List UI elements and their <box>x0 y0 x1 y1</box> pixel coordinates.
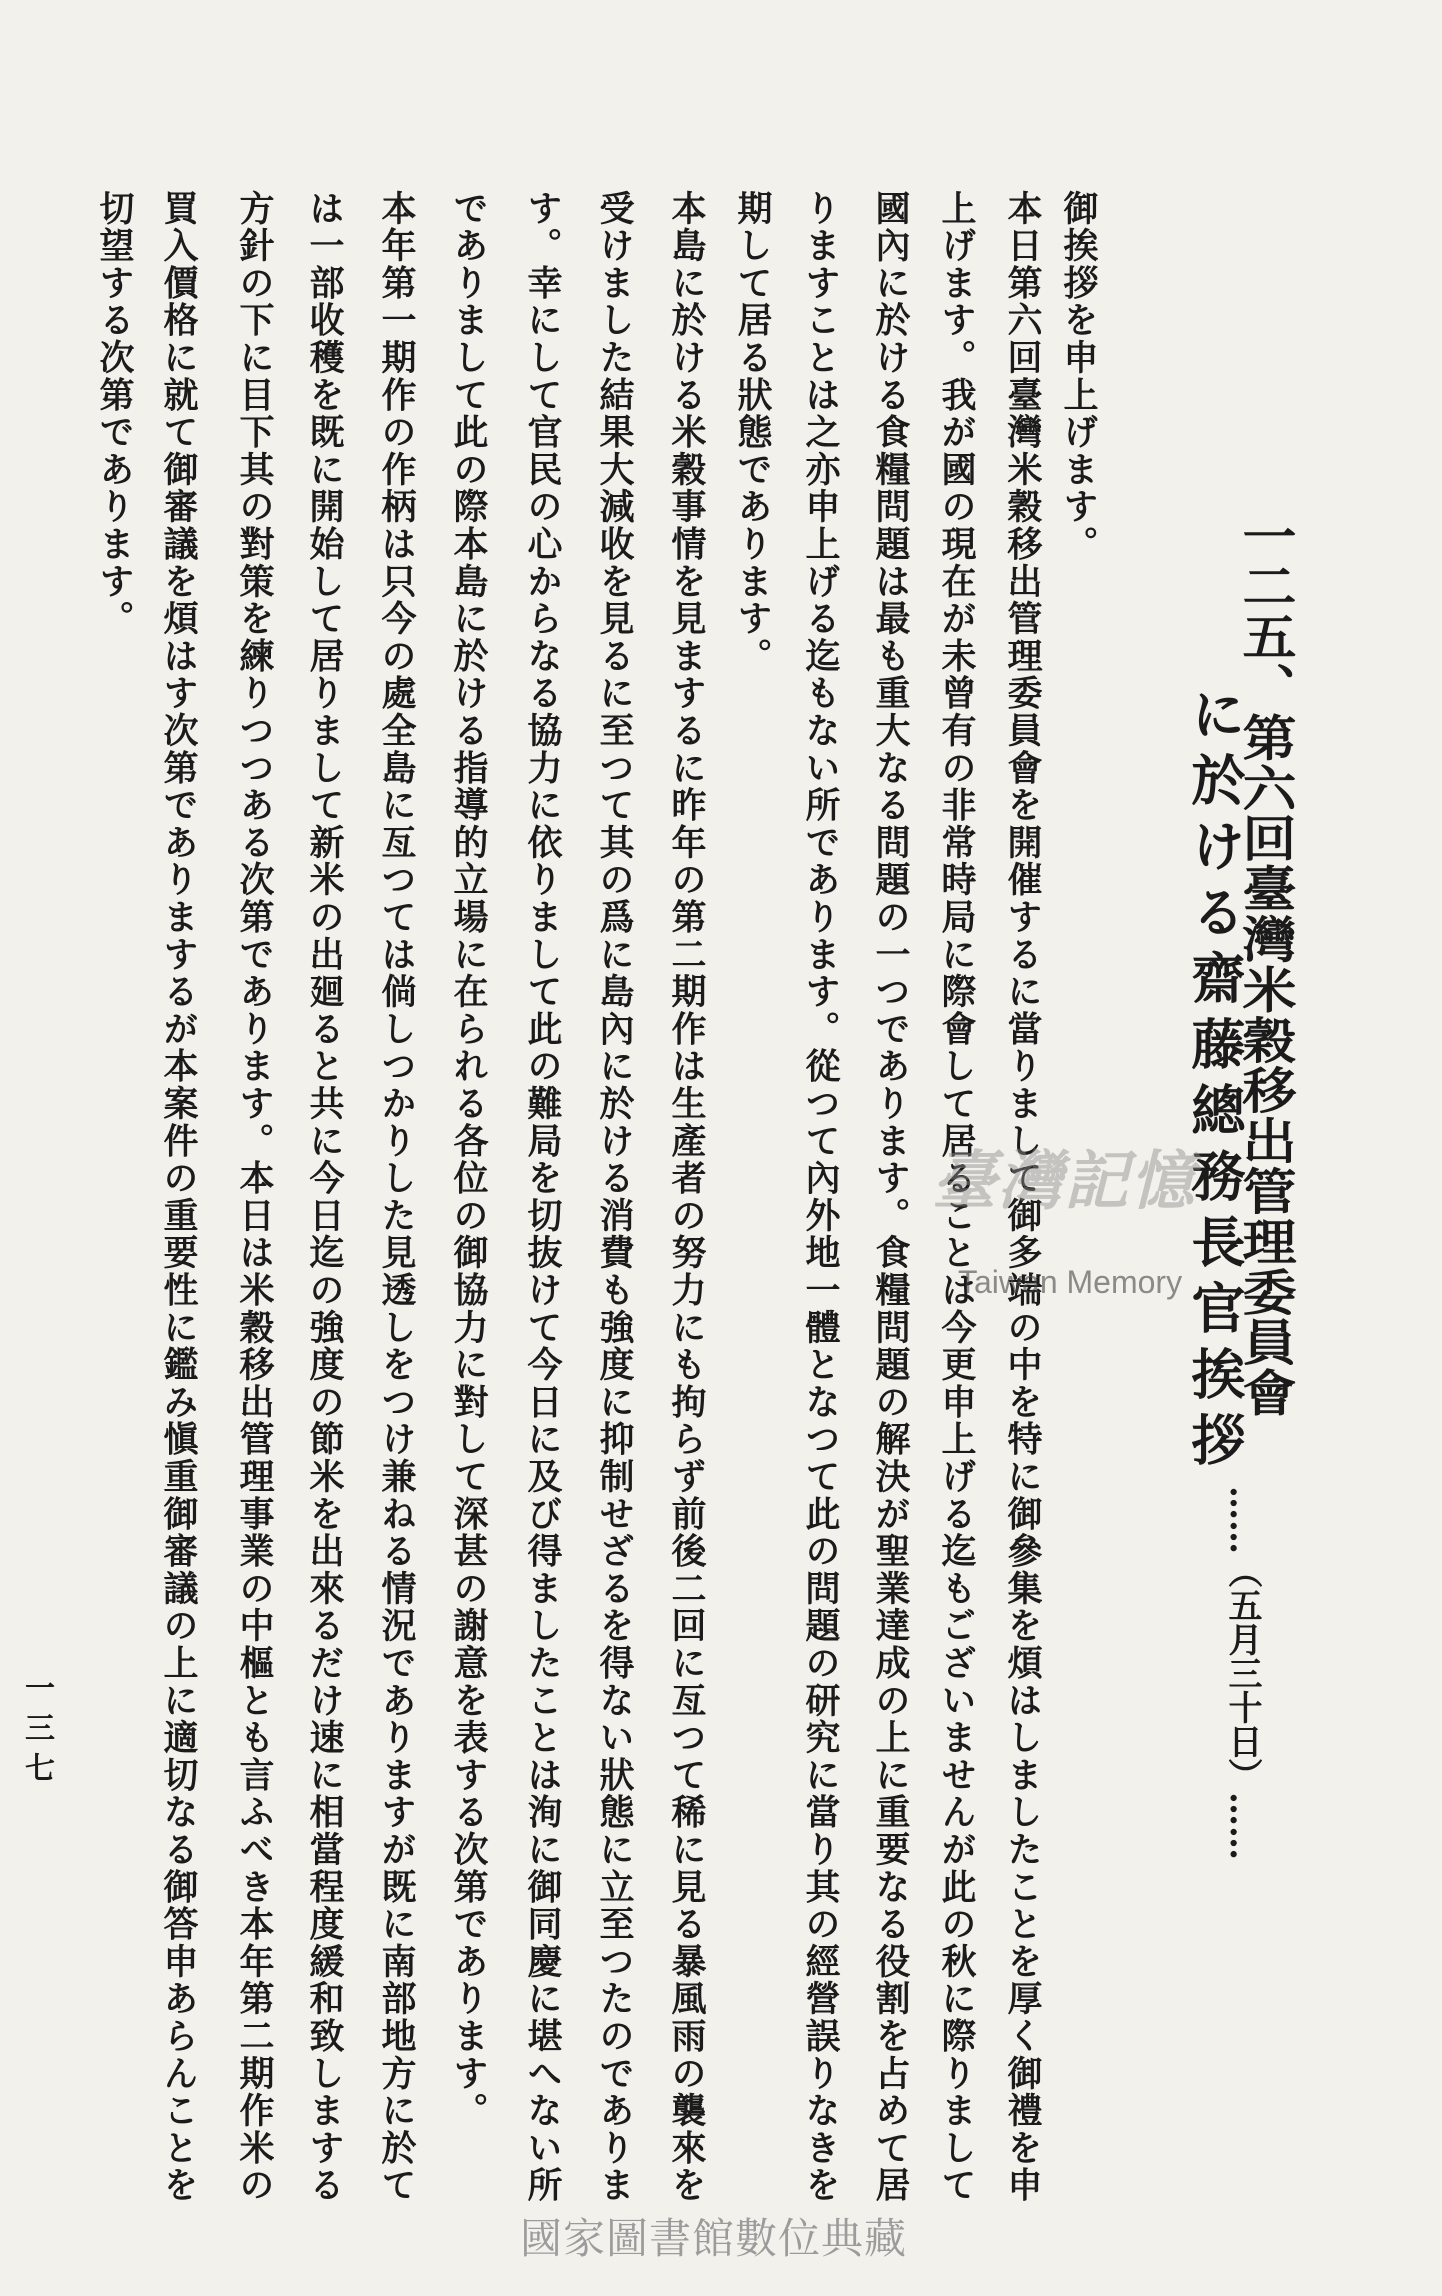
taiwan-memory-watermark: 臺灣記憶 <box>932 1144 1196 1219</box>
taiwan-memory-watermark-subtext: Taiwan Memory <box>958 1264 1183 1300</box>
text-column: でありまして此の際本島に於ける指導的立場に在られる各位の御協力に對して深甚の謝意を表する次第であります。 <box>448 190 489 2130</box>
text-column: 買入價格に就て御審議を煩はす次第でありまするが本案件の重要性に鑑み愼重御審議の上に適切なる御答申あらんことを <box>158 190 199 2205</box>
text-column: 本島に於ける米穀事情を見まするに昨年の第二期作は生產者の努力にも拘らず前後二回に亙つて稀に見る暴風雨の襲來を <box>666 190 707 2205</box>
text-column: 期して居る狀態であります。 <box>732 190 773 675</box>
text-column: は一部收穫を既に開始して居りまして新米の出廻ると共に今日迄の強度の節米を出來るだけ速に相當程度緩和致しまする <box>304 190 345 2205</box>
text-column: 本年第一期作の作柄は只今の處全島に亙つては倘しつかりした見透しをつけ兼ねる情況でありますが既に南部地方に於て <box>376 190 417 2205</box>
text-column: 國內に於ける食糧問題は最も重大なる問題の一つであります。食糧問題の解決が聖業達成の上に重要なる役割を占めて居 <box>870 190 911 2205</box>
section-title-line-1: 一二五、第六回臺灣米穀移出管理委員會 <box>1234 511 1298 1419</box>
page-number: 一三七 <box>19 1672 54 1792</box>
collection-footer: 國家圖書館數位典藏 <box>520 2214 908 2263</box>
text-column: 本日第六回臺灣米穀移出管理委員會を開催するに當りまして御多端の中を特に御參集を煩はしましたことを厚く御禮を申 <box>1002 190 1043 2205</box>
text-column: 受けました結果大減收を見るに至つて其の爲に島內に於ける消費も強度に抑制せざるを得ない狀態に立至つたのでありま <box>594 190 635 2205</box>
date-note: ……（五月三十日）…… <box>1222 1486 1262 1860</box>
text-column: す。幸にして官民の心からなる協力に依りまして此の難局を切抜けて今日に及び得ましたことは洵に御同慶に堪へない所 <box>522 190 563 2205</box>
text-column: 方針の下に目下其の對策を練りつつある次第であります。本日は米穀移出管理事業の中樞とも言ふべき本年第二期作米の <box>234 190 275 2205</box>
text-column: 上げます。我が國の現在が未曾有の非常時局に際會して居ることは今更申上げる迄もございませんが此の秋に際りまして <box>936 190 977 2205</box>
text-column: 切望する次第であります。 <box>94 190 135 638</box>
text-column: 御挨拶を申上げます。 <box>1058 190 1099 563</box>
text-column: りますことは之亦申上げる迄もない所であります。從つて內外地一體となつて此の問題の研究に當り其の經營誤りなきを <box>800 190 841 2205</box>
section-title-line-2: に於ける齋藤總務長官挨拶 <box>1183 686 1247 1478</box>
